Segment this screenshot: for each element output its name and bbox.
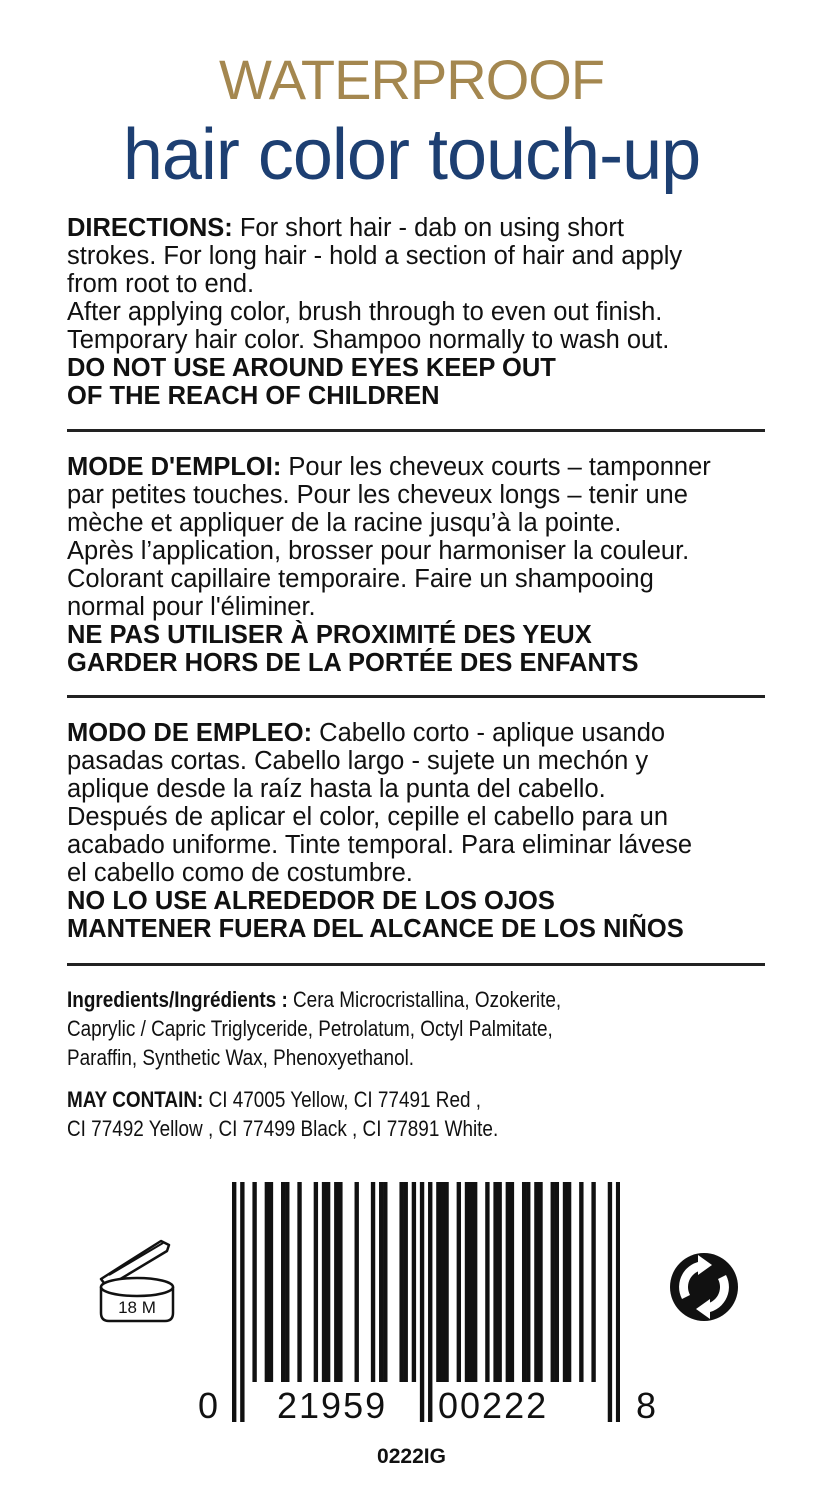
barcode-bar [510, 1182, 514, 1382]
divider [67, 695, 765, 698]
barcode-digits-group-2: 00222 [438, 1385, 549, 1426]
warning-line: GARDER HORS DE LA PORTÉE DES ENFANTS [67, 649, 639, 677]
barcode-bar [371, 1182, 375, 1382]
ingredients-text-line: Caprylic / Capric Triglyceride, Petrolatum, Octyl Palmitate, [67, 1016, 553, 1041]
directions-text-line: acabado uniforme. Tinte temporal. Para eliminar lávese [67, 831, 693, 859]
directions-text-line: normal pour l'éliminer. [67, 593, 316, 621]
title-hair-color-touch-up: hair color touch-up [122, 115, 701, 195]
directions-text-line: pasadas cortas. Cabello largo - sujete un mechón y [67, 747, 649, 775]
barcode-bar [252, 1182, 256, 1382]
title-waterproof: WATERPROOF [218, 48, 605, 111]
barcode-bar [457, 1182, 461, 1382]
barcode-bar [526, 1182, 530, 1382]
barcode-bar [551, 1182, 555, 1382]
barcode-bar [485, 1182, 489, 1382]
ingredients-label: Ingredients/Ingrédients : [67, 987, 288, 1012]
product-code: 0222IG [377, 1445, 446, 1468]
barcode-bar [297, 1182, 301, 1382]
barcode-digits-group-1: 21959 [277, 1385, 388, 1426]
barcode-bar [428, 1182, 432, 1422]
barcode-bar [436, 1182, 440, 1382]
may-contain-text-line: CI 77492 Yellow , CI 77499 Black , CI 77891 White. [67, 1116, 499, 1141]
barcode-bar [232, 1182, 236, 1422]
directions-text-line: Cabello corto - aplique usando [312, 719, 666, 747]
barcode-bar [534, 1182, 538, 1382]
barcode-bar [265, 1182, 269, 1382]
may-contain-block [67, 1085, 686, 1143]
barcode-bar [497, 1182, 501, 1382]
directions-section-es [67, 719, 767, 943]
ingredients-text-line: Cera Microcristallina, Ozokerite, [287, 987, 562, 1012]
warning-line: DO NOT USE AROUND EYES KEEP OUT [67, 354, 556, 382]
barcode-bar [444, 1182, 448, 1382]
barcode-bar [314, 1182, 318, 1382]
barcode-bar [285, 1182, 289, 1382]
directions-section-fr [67, 453, 767, 677]
barcode-digit-right: 8 [636, 1385, 657, 1426]
barcode-bar [338, 1182, 342, 1382]
barcode-bar [240, 1182, 244, 1422]
open-jar-icon [95, 1235, 179, 1325]
barcode-bar [269, 1182, 273, 1382]
barcode-bar [322, 1182, 326, 1382]
directions-text-line: Después de aplicar el color, cepille el cabello para un [67, 803, 669, 831]
barcode-bar [399, 1182, 403, 1382]
modo-empleo-label: MODO DE EMPLEO: [67, 719, 313, 747]
barcode-bar [469, 1182, 473, 1382]
barcode-digit-left: 0 [198, 1385, 219, 1426]
directions-text-line: Temporary hair color. Shampoo normally to wash out. [67, 326, 670, 354]
directions-text-line: par petites touches. Pour les cheveux longs – tenir une [67, 481, 688, 509]
barcode-bar [440, 1182, 444, 1382]
may-contain-label: MAY CONTAIN: [67, 1087, 204, 1112]
barcode-bar [616, 1182, 620, 1422]
pao-label: 18 M [118, 1298, 156, 1317]
directions-label: DIRECTIONS: [67, 214, 233, 242]
barcode-bar [281, 1182, 285, 1382]
barcode-bar [563, 1182, 567, 1382]
barcode-bar [355, 1182, 359, 1382]
barcode-bar [608, 1182, 612, 1422]
directions-text-line: Colorant capillaire temporaire. Faire un shampooing [67, 565, 654, 593]
barcode-bar [473, 1182, 477, 1382]
barcode-bar [579, 1182, 583, 1382]
warning-line: MANTENER FUERA DEL ALCANCE DE LOS NIÑOS [67, 915, 684, 943]
barcode-bar [326, 1182, 330, 1382]
barcode-bar [567, 1182, 571, 1382]
directions-text-line: el cabello como de costumbre. [67, 859, 413, 887]
directions-text-line: mèche et appliquer de la racine jusqu’à la pointe. [67, 509, 622, 537]
directions-text-line: After applying color, brush through to even out finish. [67, 298, 663, 326]
barcode-bar [522, 1182, 526, 1382]
barcode-bar [404, 1182, 408, 1382]
barcode-bar [334, 1182, 338, 1382]
directions-text-line: from root to end. [67, 270, 255, 298]
may-contain-text-line: CI 47005 Yellow, CI 77491 Red , [203, 1087, 482, 1112]
barcode-bar [465, 1182, 469, 1382]
directions-text-line: strokes. For long hair - hold a section of hair and apply [67, 242, 683, 270]
barcode-bar [420, 1182, 424, 1422]
barcode-bar [379, 1182, 383, 1382]
warning-line: OF THE REACH OF CHILDREN [67, 382, 440, 410]
directions-text-line: aplique desde la raíz hasta la punta del cabello. [67, 775, 606, 803]
ingredients-block [67, 985, 686, 1072]
divider [67, 963, 765, 966]
directions-text-line: Après l’application, brosser pour harmoniser la couleur. [67, 537, 690, 565]
barcode-bar [591, 1182, 595, 1382]
divider [67, 429, 765, 432]
directions-text-line: Pour les cheveux courts – tamponner [281, 453, 711, 481]
warning-line: NO LO USE ALREDEDOR DE LOS OJOS [67, 887, 555, 915]
barcode-bar [555, 1182, 559, 1382]
directions-text-line: For short hair - dab on using short [232, 214, 624, 242]
green-dot-icon [668, 1251, 740, 1323]
mode-emploi-label: MODE D'EMPLOI: [67, 453, 282, 481]
barcode-bar [506, 1182, 510, 1382]
ingredients-text-line: Paraffin, Synthetic Wax, Phenoxyethanol. [67, 1045, 415, 1070]
directions-section-en [67, 214, 767, 410]
barcode-bar [412, 1182, 416, 1382]
warning-line: NE PAS UTILISER À PROXIMITÉ DES YEUX [67, 621, 592, 649]
barcode-bar [493, 1182, 497, 1382]
barcode-bar [383, 1182, 387, 1382]
barcode-bar [538, 1182, 542, 1382]
